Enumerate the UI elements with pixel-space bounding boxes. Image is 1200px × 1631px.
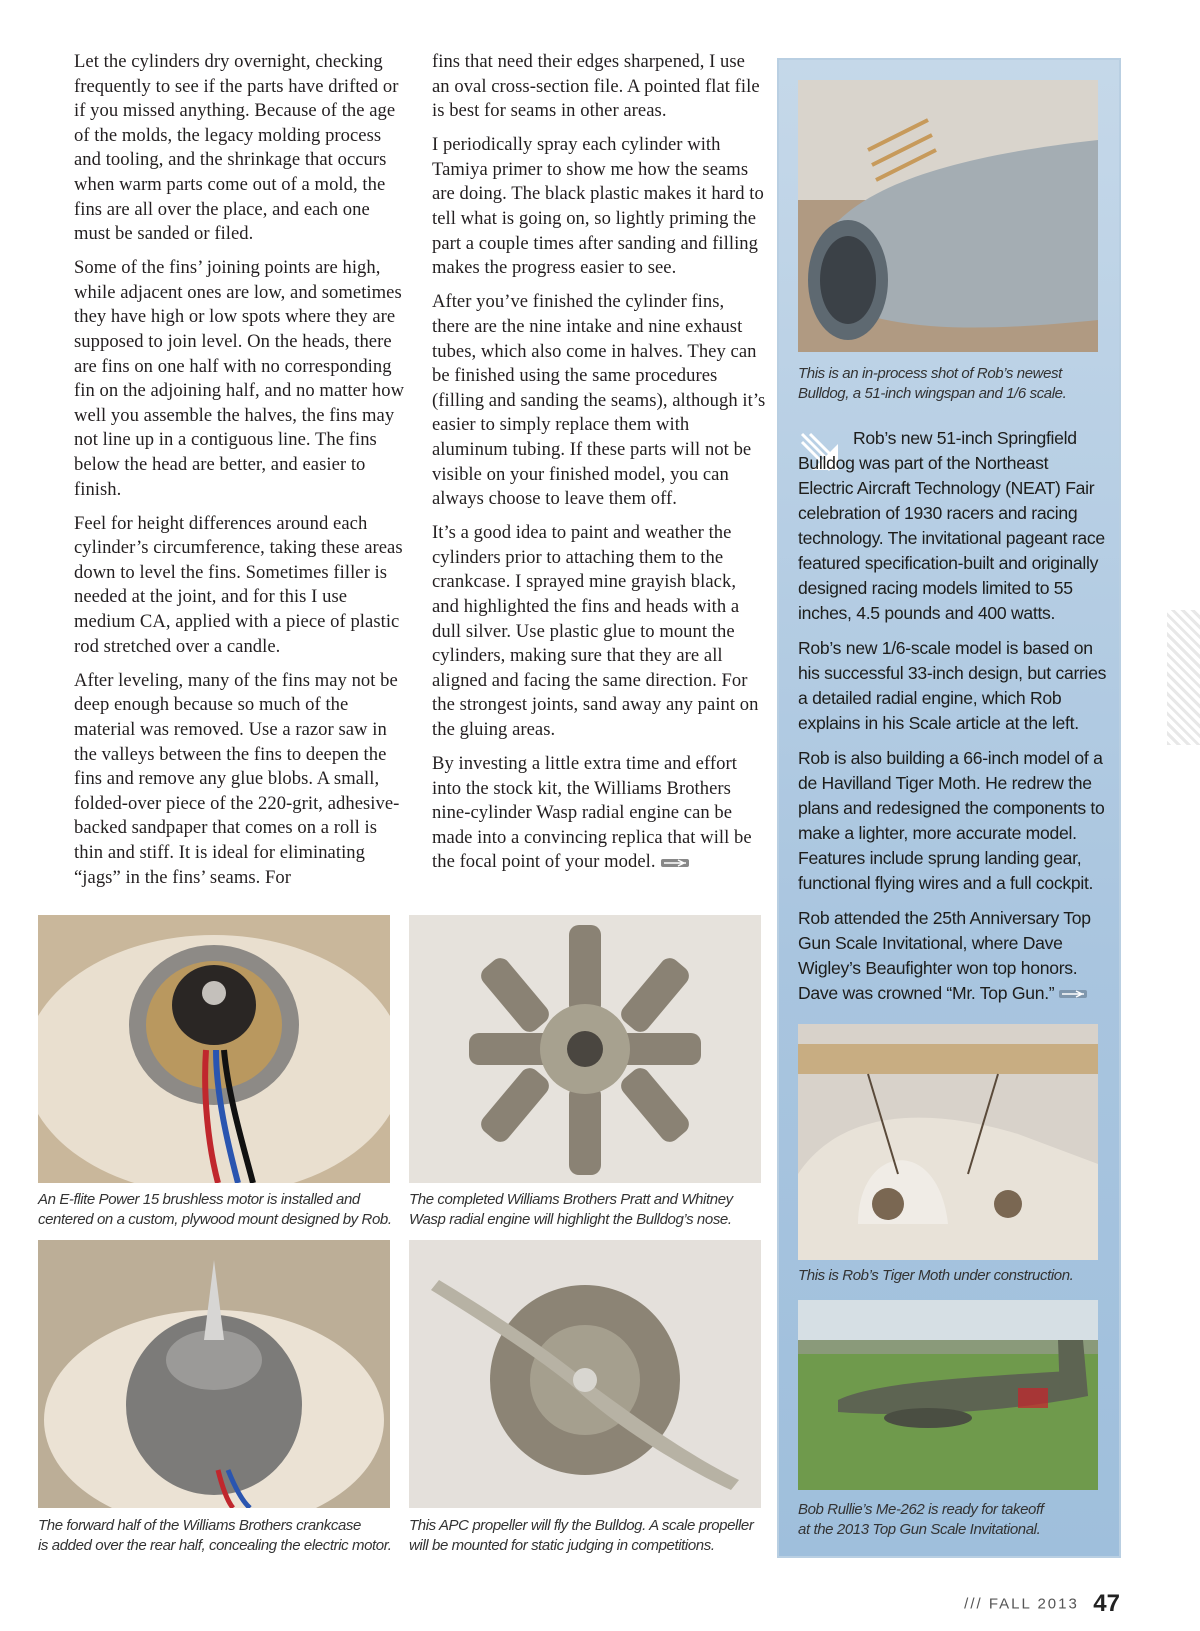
- paragraph: Some of the fins’ joining points are high, while adjacent ones are low, and sometimes they have high or low spots where they are supposed to join level. On the heads, there are fins on one half with no corresponding fin on the adjoining half, and no matter how well you assemble the halves, the fins may not line up in a contiguous line. The fins below the head are better, and easier to finish.: [74, 257, 405, 500]
- tiger-moth-caption: [798, 1266, 1073, 1286]
- propeller-photo: [409, 1240, 761, 1508]
- paragraph-text: By investing a little extra time and effort into the stock kit, the Williams Brothers nine-cylinder Wasp radial engine can be made into a convincing replica that will be the focal point of your model.: [432, 753, 752, 873]
- caption-line: is added over the rear half, concealing the electric motor.: [38, 1537, 392, 1554]
- sidebar-paragraph: Rob’s new 1/6-scale model is based on his successful 33-inch design, but carries a detailed radial engine, which Rob explains in his Scale article at the left.: [798, 638, 1107, 733]
- caption-line: This APC propeller will fly the Bulldog. A scale propeller: [409, 1517, 754, 1534]
- sidebar-paragraph: Rob is also building a 66-inch model of a de Havilland Tiger Moth. He redrew the plans and redesigned the components to make a lighter, more accurate model. Features include sprung landing gear, functional flying wires and a full cockpit.: [798, 748, 1105, 893]
- paragraph: After leveling, many of the fins may not be deep enough because so much of the material was removed. Use a razor saw in the valleys between the fins to deepen the fins and remove any glue blobs. A small, folded-over piece of the 220-grit, adhesive-backed sandpaper that comes on a roll is thin and stiff. It is ideal for eliminating “jags” in the fins’ seams. For: [74, 669, 400, 888]
- issue-label: /// FALL 2013: [964, 1595, 1079, 1613]
- edge-tab-decoration: [1167, 610, 1200, 745]
- paragraph: fins that need their edges sharpened, I use an oval cross-section file. A pointed flat file is best for seams in other areas.: [432, 51, 760, 122]
- crankcase-caption: [38, 1516, 392, 1556]
- paragraph-last: [432, 752, 766, 875]
- me262-photo: [798, 1300, 1098, 1490]
- caption-line: This is Rob’s Tiger Moth under construction.: [798, 1267, 1074, 1284]
- caption-line: An E-flite Power 15 brushless motor is installed and: [38, 1191, 360, 1208]
- caption-line: Wasp radial engine will highlight the Bulldog’s nose.: [409, 1211, 732, 1228]
- me262-caption: [798, 1500, 1044, 1540]
- page-footer: [964, 1590, 1120, 1618]
- paragraph: Feel for height differences around each cylinder’s circumference, taking these areas down to level the fins. Sometimes filler is needed at the joint, and for this I use medium CA, applied with a piece of plastic rod stretched over a candle.: [74, 512, 403, 657]
- sidebar-text: [798, 426, 1108, 1016]
- caption-line: at the 2013 Top Gun Scale Invitational.: [798, 1521, 1041, 1538]
- motor-mount-photo: [38, 915, 390, 1183]
- end-of-article-plane-icon: [660, 858, 690, 868]
- article-column-1: [74, 50, 408, 900]
- paragraph: I periodically spray each cylinder with Tamiya primer to show me how the seams are doing. The black plastic makes it hard to tell what is going on, so lightly priming the part a couple times after sanding and filling makes the progress easier to see.: [432, 134, 764, 279]
- sidebar-paragraph: [798, 426, 1108, 626]
- caption-line: Bob Rullie’s Me-262 is ready for takeoff: [798, 1501, 1044, 1518]
- caption-line: centered on a custom, plywood mount designed by Rob.: [38, 1211, 392, 1228]
- crankcase-photo: [38, 1240, 390, 1508]
- caption-line: The completed Williams Brothers Pratt and Whitney: [409, 1191, 733, 1208]
- motor-mount-caption: [38, 1190, 392, 1230]
- sidebar-paragraph-text: Rob attended the 25th Anniversary Top Gun Scale Invitational, where Dave Wigley’s Beaufighter won top honors. Dave was crowned “Mr. Top Gun.”: [798, 908, 1091, 1003]
- page-number: 47: [1093, 1590, 1120, 1617]
- end-of-article-plane-icon: [1058, 989, 1088, 999]
- article-column-2: [432, 50, 766, 885]
- tiger-moth-photo: [798, 1024, 1098, 1260]
- caption-line: The forward half of the Williams Brothers crankcase: [38, 1517, 361, 1534]
- caption-line: Bulldog, a 51-inch wingspan and 1/6 scale.: [798, 385, 1067, 402]
- bulldog-caption: [798, 364, 1066, 404]
- caption-line: will be mounted for static judging in competitions.: [409, 1537, 715, 1554]
- caption-line: This is an in-process shot of Rob’s newest: [798, 365, 1062, 382]
- sidebar-paragraph: [798, 906, 1108, 1006]
- paragraph: It’s a good idea to paint and weather the cylinders prior to attaching them to the crankcase. I sprayed mine grayish black, and highlighted the fins and heads with a dull silver. Use plastic glue to mount the cylinders, making sure that they are all aligned and facing the same direction. For the strongest joints, sand away any paint on the gluing areas.: [432, 522, 759, 740]
- propeller-caption: [409, 1516, 753, 1556]
- radial-engine-photo: [409, 915, 761, 1183]
- bulldog-photo: [798, 80, 1098, 352]
- sidebar-paragraph-text: Rob’s new 51-inch Springfield Bulldog was part of the Northeast Electric Aircraft Technology (NEAT) Fair celebration of 1930 racers and racing technology. The invitational pageant race featured specification-built and originally designed racing models limited to 55 inches, 4.5 pounds and 400 watts.: [798, 428, 1105, 623]
- paragraph: Let the cylinders dry overnight, checking frequently to see if the parts have drifted or if you missed anything. Because of the age of the molds, the legacy molding process and tooling, and the shrinkage that occurs when warm parts come out of a mold, the fins are all over the place, and each one must be sanded or filed.: [74, 51, 399, 245]
- radial-engine-caption: [409, 1190, 733, 1230]
- paragraph: After you’ve finished the cylinder fins, there are the nine intake and nine exhaust tubes, which also come in halves. They can be finished using the same procedures (filling and sanding the seams), although it’s easier to simply replace them with aluminum tubing. If these parts will not be visible on your finished model, you can always choose to leave them off.: [432, 291, 766, 510]
